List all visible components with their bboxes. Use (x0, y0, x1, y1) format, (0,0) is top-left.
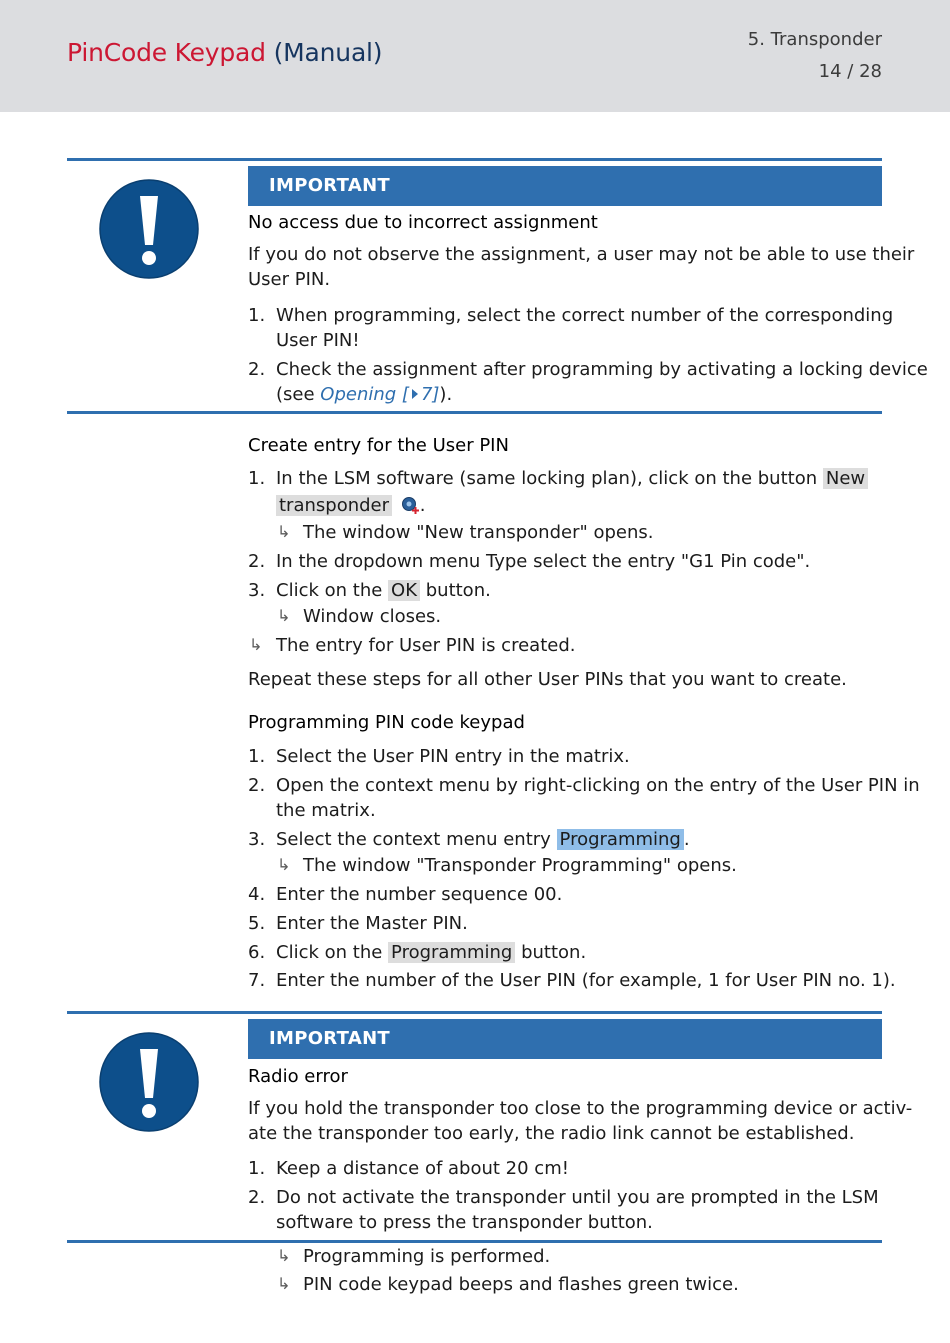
list-item-text: Do not activate the transponder until you are prompted in the LSM (276, 1187, 879, 1208)
list-number: 3. (248, 580, 266, 601)
step-text: . (683, 829, 690, 850)
important-banner: IMPORTANT (248, 166, 882, 206)
list-item-text: Select the User PIN entry in the matrix. (276, 746, 630, 767)
list-number: 3. (248, 829, 266, 850)
programming-menu-entry-label: Programming (557, 829, 684, 850)
list-item-text: Enter the number sequence 00. (276, 884, 563, 905)
step-text: button. (515, 942, 587, 963)
step-end: . (419, 495, 426, 516)
opening-link-label: Opening [ (320, 384, 409, 405)
list-number: 2. (248, 1187, 266, 1208)
list-item-text (276, 940, 586, 965)
chapter-label: 5. Transponder (747, 29, 882, 50)
list-number: 1. (248, 1158, 266, 1179)
result-arrow-icon: ↳ (277, 1274, 291, 1293)
result-arrow-icon: ↳ (277, 1246, 291, 1265)
page-number: 14 / 28 (818, 61, 882, 82)
list-item-text: Check the assignment after programming by activating a locking device (276, 359, 928, 380)
repeat-note: Repeat these steps for all other User PINs that you want to create. (248, 669, 847, 690)
list-item-text (276, 827, 690, 852)
list-number: 5. (248, 913, 266, 934)
final-result: PIN code keypad beeps and flashes green twice. (303, 1274, 739, 1295)
see-suffix: ). (439, 384, 453, 405)
ok-button-label: OK (388, 580, 420, 601)
important-paragraph-line: If you do not observe the assignment, a user may not be able to use their (248, 244, 915, 265)
page-header (0, 0, 950, 112)
exclamation-circle-icon (98, 1031, 200, 1133)
important-paragraph-line: ate the transponder too early, the radio link cannot be established. (248, 1123, 855, 1144)
final-result: The entry for User PIN is created. (276, 635, 576, 656)
important-bottom-rule (67, 1240, 882, 1243)
opening-link[interactable] (320, 384, 439, 405)
section-heading-create-entry: Create entry for the User PIN (248, 435, 509, 456)
step-text: In the LSM software (same locking plan), click on the button (276, 468, 823, 489)
list-number: 1. (248, 468, 266, 489)
important-paragraph-line: User PIN. (248, 269, 331, 290)
title-brand: PinCode Keypad (67, 38, 266, 67)
list-number: 1. (248, 746, 266, 767)
step-text: Select the context menu entry (276, 829, 557, 850)
list-item-text: User PIN! (276, 330, 360, 351)
list-item-text (276, 578, 491, 603)
important-top-rule (67, 1011, 882, 1014)
result-arrow-icon: ↳ (277, 606, 291, 625)
important-heading: No access due to incorrect assignment (248, 212, 598, 233)
list-item-text: Keep a distance of about 20 cm! (276, 1158, 569, 1179)
see-prefix: (see (276, 384, 321, 405)
new-transponder-button-label: transponder (276, 495, 392, 516)
list-item-text (276, 493, 426, 518)
result-arrow-icon: ↳ (277, 522, 291, 541)
important-heading: Radio error (248, 1066, 348, 1087)
new-transponder-icon (400, 495, 420, 515)
list-item-text: the matrix. (276, 800, 376, 821)
document-title (67, 38, 382, 67)
list-item-text (276, 382, 452, 407)
programming-button-label: Programming (388, 942, 515, 963)
list-number: 7. (248, 970, 266, 991)
result-arrow-icon: ↳ (249, 635, 263, 654)
list-item-text: In the dropdown menu Type select the entry "G1 Pin code". (276, 551, 811, 572)
list-number: 4. (248, 884, 266, 905)
list-number: 2. (248, 359, 266, 380)
list-item-text (276, 466, 868, 491)
list-number: 1. (248, 305, 266, 326)
step-result: The window "Transponder Programming" opens. (303, 855, 737, 876)
new-transponder-button-label: New (823, 468, 868, 489)
list-item-text: Open the context menu by right-clicking on the entry of the User PIN in (276, 775, 920, 796)
list-number: 6. (248, 942, 266, 963)
step-result: Window closes. (303, 606, 442, 627)
list-item-text: software to press the transponder button. (276, 1212, 653, 1233)
section-heading-programming: Programming PIN code keypad (248, 712, 525, 733)
opening-link-page: 7] (420, 384, 440, 405)
important-paragraph-line: If you hold the transponder too close to the programming device or activ- (248, 1098, 913, 1119)
step-text: button. (420, 580, 491, 601)
final-result: Programming is performed. (303, 1246, 551, 1267)
list-number: 2. (248, 551, 266, 572)
list-item-text: Enter the Master PIN. (276, 913, 468, 934)
title-suffix: (Manual) (273, 38, 383, 67)
list-item-text: When programming, select the correct number of the corresponding (276, 305, 894, 326)
list-item-text: Enter the number of the User PIN (for example, 1 for User PIN no. 1). (276, 970, 896, 991)
important-banner: IMPORTANT (248, 1019, 882, 1059)
important-top-rule (67, 158, 882, 161)
list-number: 2. (248, 775, 266, 796)
step-result: The window "New transponder" opens. (303, 522, 654, 543)
important-bottom-rule (67, 411, 882, 414)
result-arrow-icon: ↳ (277, 855, 291, 874)
step-text: Click on the (276, 942, 389, 963)
page-ref-arrow-icon (412, 389, 418, 399)
step-text: Click on the (276, 580, 389, 601)
exclamation-circle-icon (98, 178, 200, 280)
